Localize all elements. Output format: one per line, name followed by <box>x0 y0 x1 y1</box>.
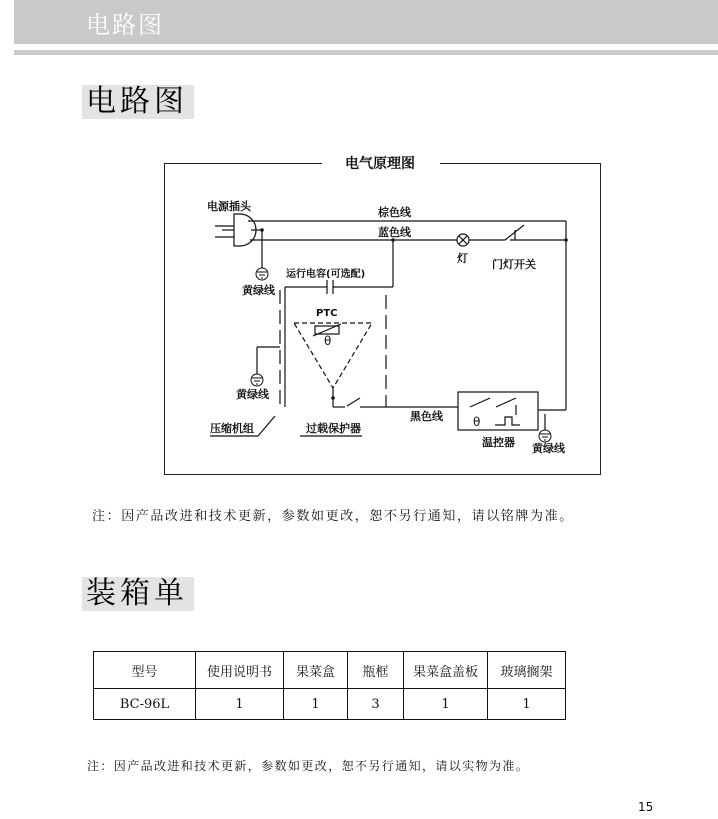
table-cell: 3 <box>348 689 404 720</box>
table-header-cell: 型号 <box>94 652 196 689</box>
table-header-cell: 使用说明书 <box>196 652 284 689</box>
label-brown-wire: 棕色线 <box>378 206 411 219</box>
table-header-cell: 果菜盒盖板 <box>404 652 488 689</box>
label-ground-wire-2: 黄绿线 <box>236 388 269 401</box>
table-cell: 1 <box>404 689 488 720</box>
label-theta-2: θ <box>473 415 481 429</box>
table-header-cell: 果菜盒 <box>284 652 348 689</box>
table-cell: 1 <box>488 689 566 720</box>
table-header-cell: 瓶框 <box>348 652 404 689</box>
packing-section-title: 装箱单 <box>82 577 194 611</box>
table-cell: BC-96L <box>94 689 196 720</box>
label-compressor: 压缩机组 <box>210 422 254 435</box>
label-ptc: PTC <box>316 308 338 319</box>
label-blue-wire: 蓝色线 <box>378 226 411 239</box>
packing-list-table <box>93 651 566 720</box>
header-title: 电路图 <box>86 11 164 39</box>
label-overload-protector: 过载保护器 <box>306 422 361 435</box>
label-lamp: 灯 <box>457 252 468 265</box>
table-header-row <box>94 652 566 689</box>
thermostat-box <box>458 392 538 430</box>
ground-icon <box>539 430 551 442</box>
label-theta-1: θ <box>324 334 332 348</box>
note-nameplate: 注：因产品改进和技术更新，参数如更改，恕不另行通知，请以铭牌为准。 <box>92 509 574 524</box>
note-actual-product: 注：因产品改进和技术更新，参数如更改，恕不另行通知，请以实物为准。 <box>87 759 530 773</box>
page-number: 15 <box>638 800 654 814</box>
label-ground-wire-3: 黄绿线 <box>532 442 565 455</box>
label-thermostat: 温控器 <box>482 436 515 449</box>
label-ground-wire-1: 黄绿线 <box>242 284 275 297</box>
ground-icon <box>256 268 268 280</box>
table-cell: 1 <box>284 689 348 720</box>
diagram-title: 电气原理图 <box>345 156 415 172</box>
table-header-cell: 玻璃搁架 <box>488 652 566 689</box>
label-run-capacitor: 运行电容(可选配) <box>286 269 366 280</box>
label-door-switch: 门灯开关 <box>492 258 536 271</box>
table-cell: 1 <box>196 689 284 720</box>
label-power-plug: 电源插头 <box>207 200 251 213</box>
circuit-section-title: 电路图 <box>82 85 194 119</box>
ground-icon <box>251 374 263 386</box>
label-black-wire: 黑色线 <box>410 410 443 423</box>
table-row <box>94 689 566 720</box>
